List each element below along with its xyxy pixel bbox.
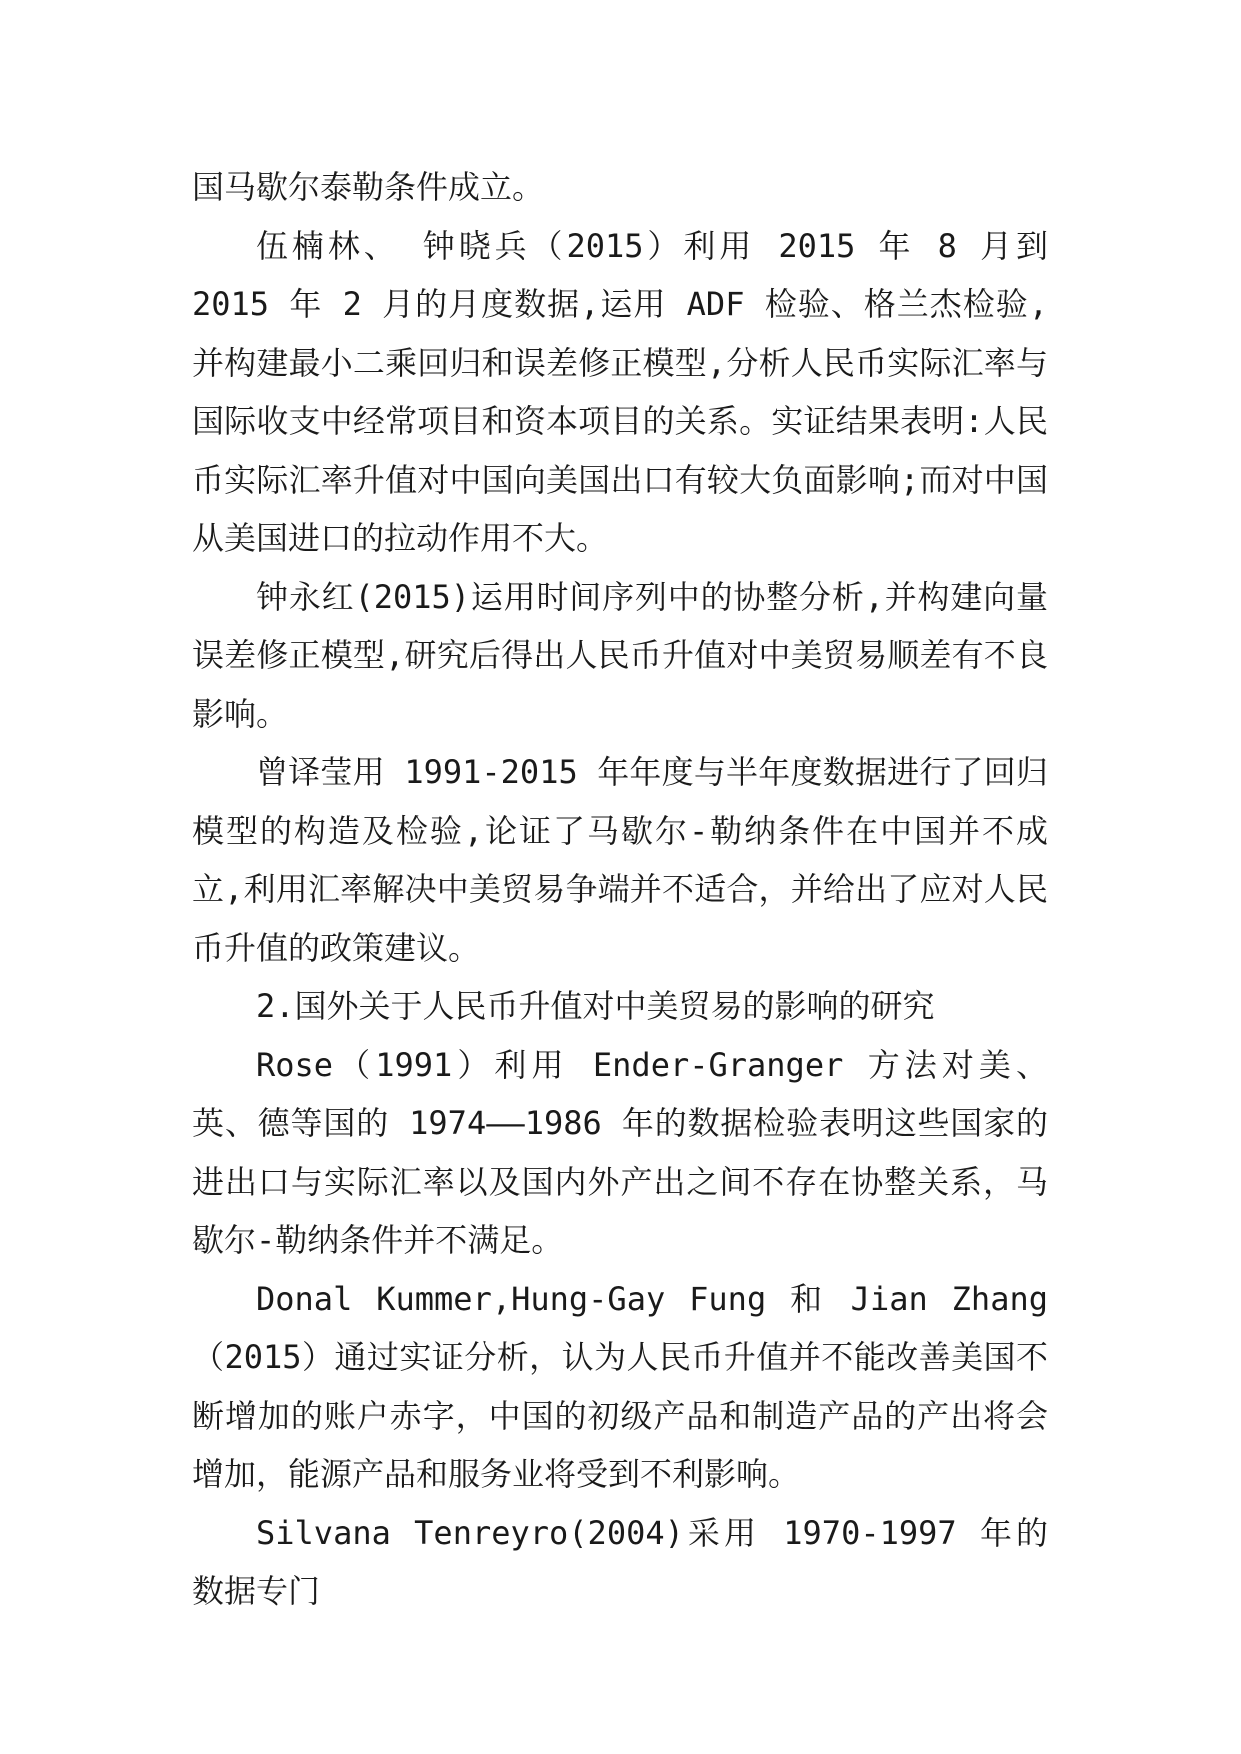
paragraph-tenreyro: Silvana Tenreyro(2004)采用 1970-1997 年的数据专门 xyxy=(192,1513,1048,1610)
paragraph-zhong-yonghong: 钟永红(2015)运用时间序列中的协整分析,并构建向量误差修正模型,研究后得出人民币升值对中美贸易顺差有不良影响。 xyxy=(192,577,1048,733)
paragraph-kummer-fung-zhang: Donal Kummer,Hung-Gay Fung 和 Jian Zhang（2015）通过实证分析，认为人民币升值并不能改善美国不断增加的账户赤字，中国的初级产品和制造产品的产出将会增加，能源产品和服务业将受到不利影响。 xyxy=(192,1279,1048,1493)
document-body xyxy=(192,158,1048,1621)
paragraph-continuation: 国马歇尔泰勒条件成立。 xyxy=(192,168,545,206)
paragraph-zeng-yiying: 曾译莹用 1991-2015 年年度与半年度数据进行了回归模型的构造及检验,论证了马歇尔-勒纳条件在中国并不成立,利用汇率解决中美贸易争端并不适合，并给出了应对人民币升值的政策建议。 xyxy=(192,753,1048,967)
section-heading-foreign-research: 2.国外关于人民币升值对中美贸易的影响的研究 xyxy=(256,987,935,1025)
paragraph-wu-zhong: 伍楠林、 钟晓兵（2015）利用 2015 年 8 月到 2015 年 2 月的月度数据,运用 ADF 检验、格兰杰检验,并构建最小二乘回归和误差修正模型,分析人民币实际汇率与国际收支中经常项目和资本项目的关系。实证结果表明:人民币实际汇率升值对中国向美国出口有较大负面影响;而对中国从美国进口的拉动作用不大。 xyxy=(192,226,1048,557)
paragraph-rose: Rose（1991）利用 Ender-Granger 方法对美、英、德等国的 1974——1986 年的数据检验表明这些国家的进出口与实际汇率以及国内外产出之间不存在协整关系，马歇尔-勒纳条件并不满足。 xyxy=(192,1045,1048,1259)
